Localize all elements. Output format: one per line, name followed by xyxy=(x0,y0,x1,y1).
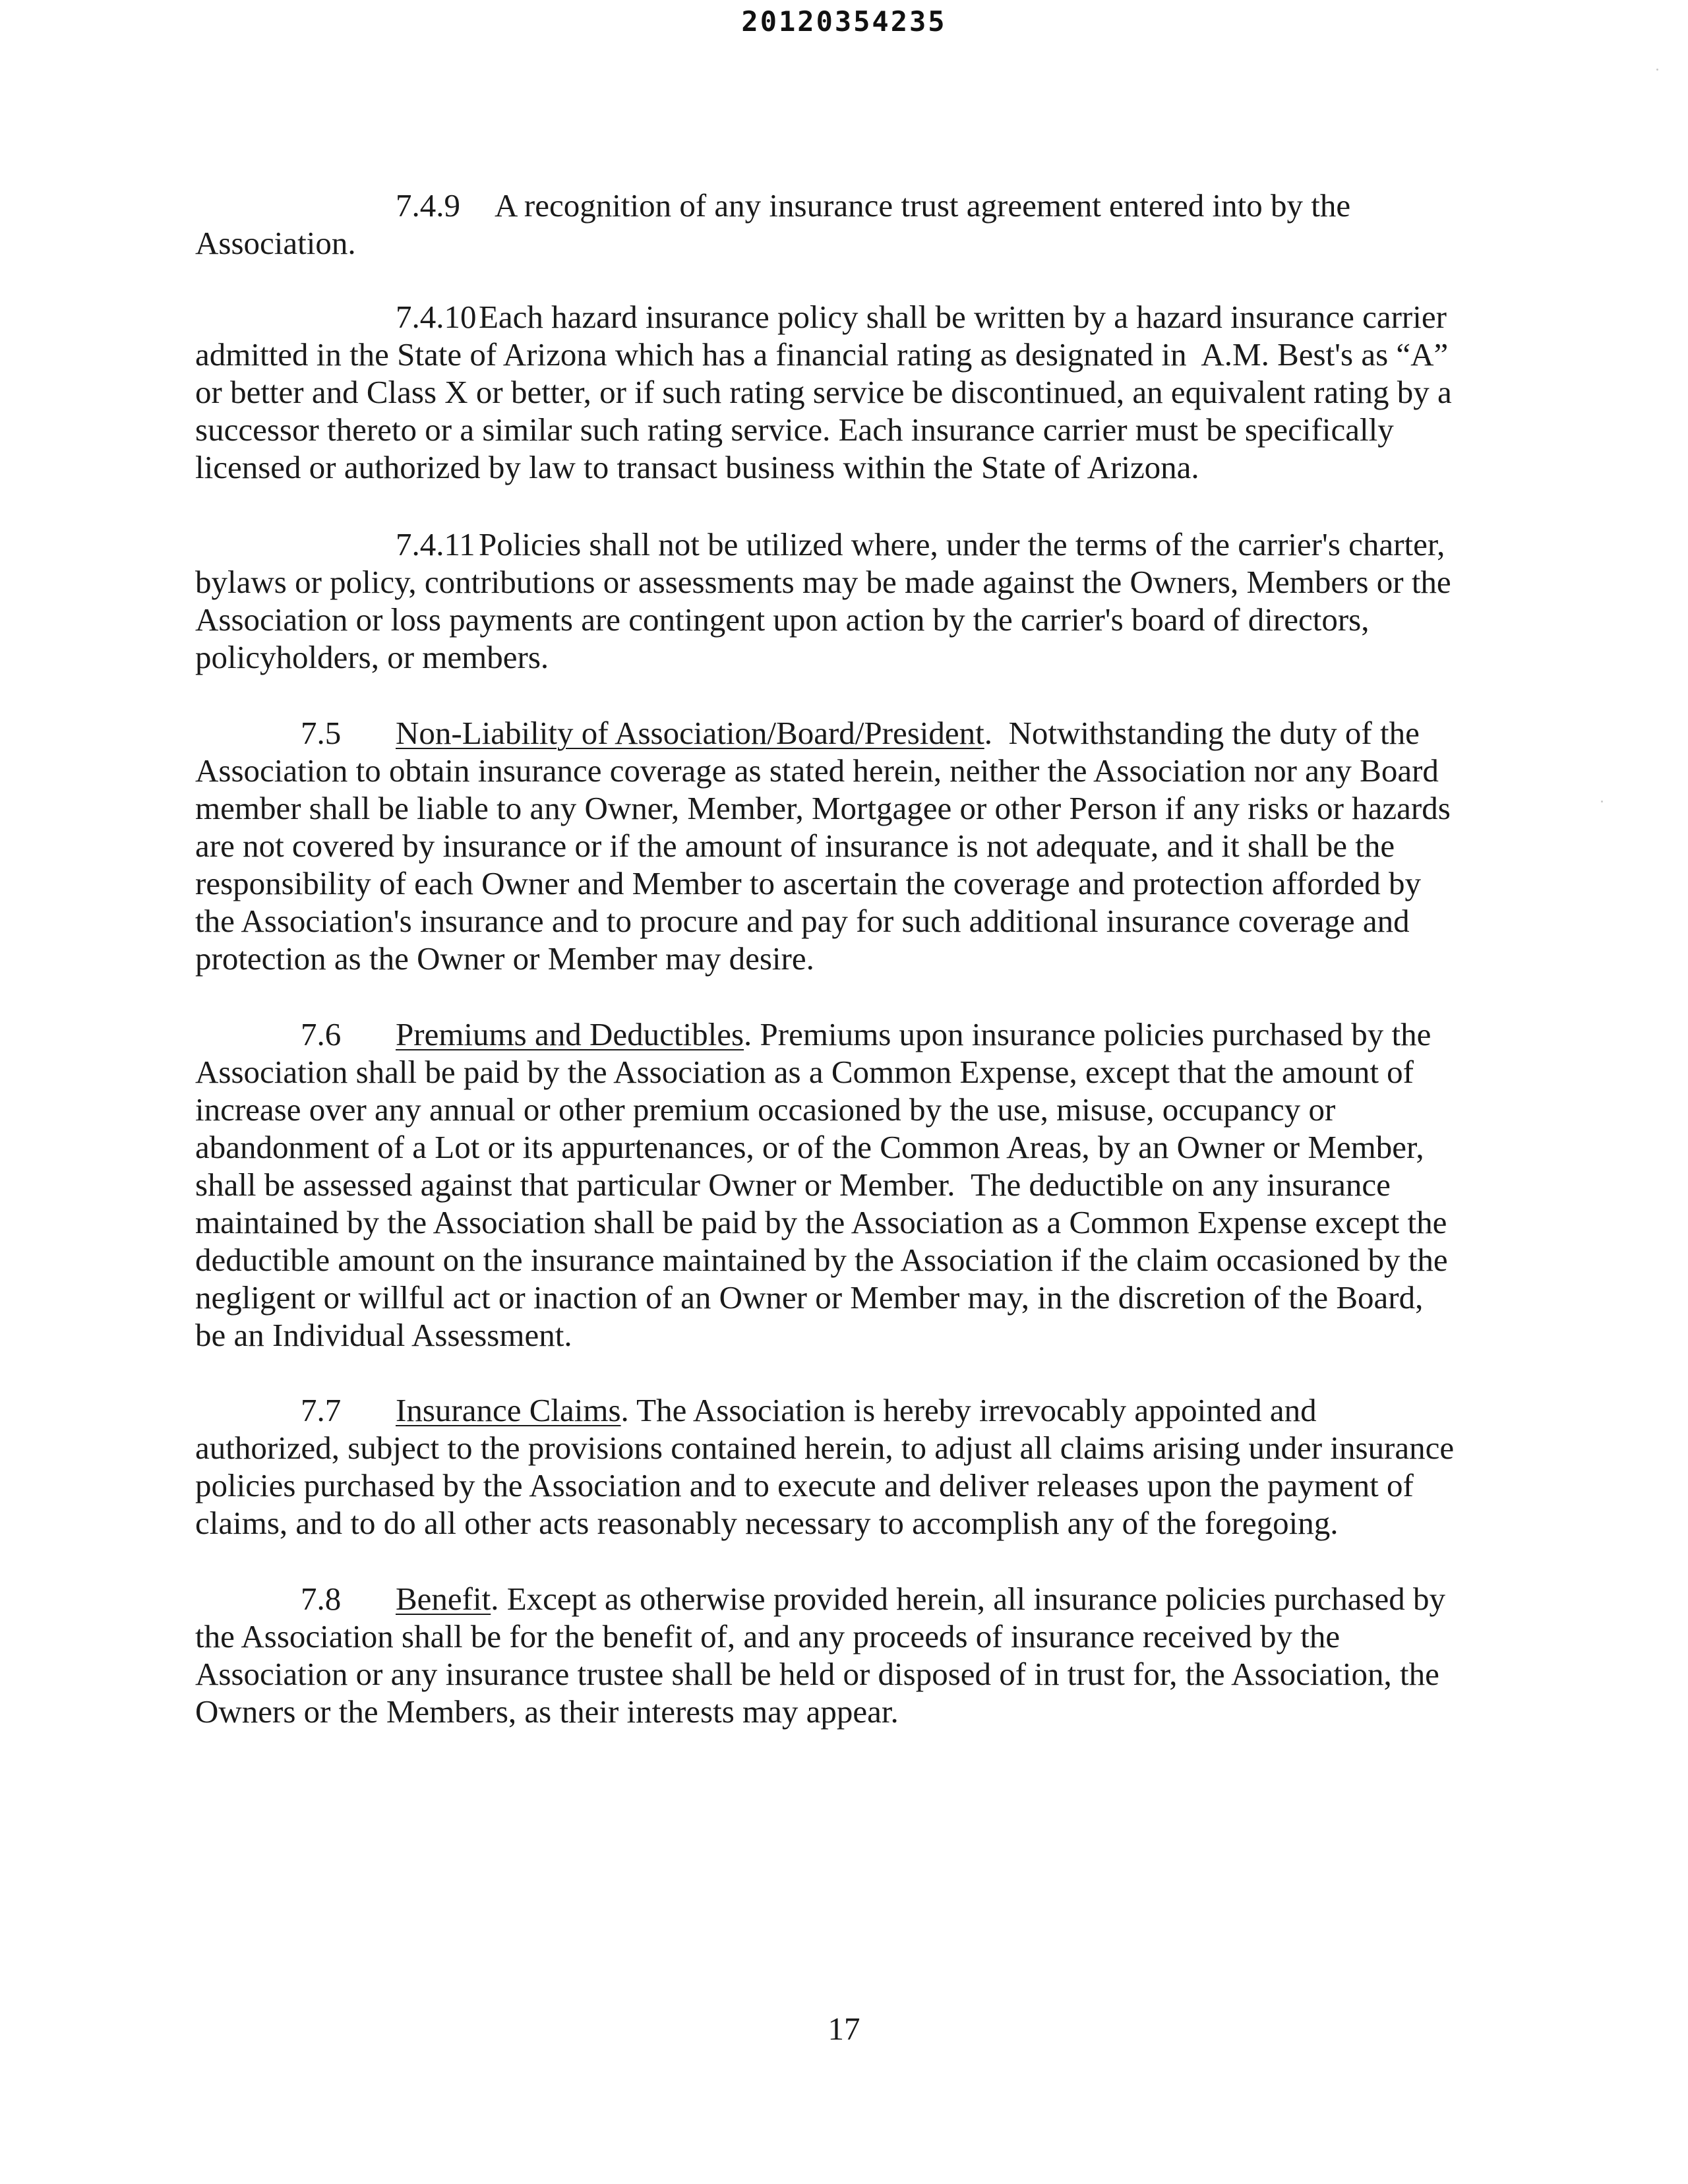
section-7-8-line: Association or any insurance trustee shall be held or disposed of in trust for, the Association, the xyxy=(195,1656,1439,1692)
section-7-7 xyxy=(195,1391,1501,1542)
scan-speck xyxy=(1601,801,1603,803)
section-7-4-10 xyxy=(195,298,1501,486)
section-7-4-11-line: bylaws or policy, contributions or assessments may be made against the Owners, Members or the xyxy=(195,564,1451,600)
section-7-6-line: be an Individual Assessment. xyxy=(195,1317,572,1353)
section-7-4-10-line: successor thereto or a similar such rating service. Each insurance carrier must be specifically xyxy=(195,411,1394,448)
section-7-6-line: shall be assessed against that particular Owner or Member. The deductible on any insurance xyxy=(195,1167,1391,1203)
section-text: A recognition of any insurance trust agreement entered into by the xyxy=(495,187,1351,224)
section-7-6-line: Association shall be paid by the Association as a Common Expense, except that the amount of xyxy=(195,1054,1414,1090)
section-7-7-line xyxy=(195,1391,1501,1429)
section-number: 7.4.10 xyxy=(396,299,477,335)
section-7-6-line xyxy=(195,1016,1501,1053)
section-7-4-9 xyxy=(195,187,1501,262)
section-7-7-line: authorized, subject to the provisions contained herein, to adjust all claims arising under insurance xyxy=(195,1430,1455,1466)
section-7-4-10-line: admitted in the State of Arizona which has a financial rating as designated in A.M. Best's as “A” xyxy=(195,336,1449,373)
section-7-4-11-line: policyholders, or members. xyxy=(195,639,549,675)
section-heading: Non-Liability of Association/Board/President xyxy=(396,715,984,751)
section-7-7-line: policies purchased by the Association and to execute and deliver releases upon the payment of xyxy=(195,1467,1414,1503)
section-7-6-line: negligent or willful act or inaction of an Owner or Member may, in the discretion of the Board, xyxy=(195,1279,1424,1316)
section-7-6 xyxy=(195,1016,1501,1354)
section-number: 7.7 xyxy=(301,1392,342,1428)
section-text: . The Association is hereby irrevocably appointed and xyxy=(620,1392,1317,1428)
section-7-4-10-line xyxy=(195,298,1501,336)
document-number: 20120354235 xyxy=(741,5,947,38)
section-text: . Premiums upon insurance policies purchased by the xyxy=(744,1016,1432,1052)
section-7-5-line: member shall be liable to any Owner, Member, Mortgagee or other Person if any risks or hazards xyxy=(195,790,1451,826)
section-7-6-line: deductible amount on the insurance maintained by the Association if the claim occasioned by the xyxy=(195,1242,1448,1278)
section-7-4-11 xyxy=(195,526,1501,676)
section-7-6-line: abandonment of a Lot or its appurtenances, or of the Common Areas, by an Owner or Member, xyxy=(195,1129,1424,1165)
section-7-5 xyxy=(195,714,1501,977)
section-7-5-line: protection as the Owner or Member may desire. xyxy=(195,940,814,977)
section-number: 7.6 xyxy=(301,1016,342,1052)
section-text: . Notwithstanding the duty of the xyxy=(984,715,1420,751)
section-heading: Insurance Claims xyxy=(396,1392,621,1428)
section-number: 7.8 xyxy=(301,1581,342,1617)
section-7-4-9-second-line: Association. xyxy=(195,225,356,261)
scan-speck xyxy=(1656,69,1658,71)
section-text: Policies shall not be utilized where, under the terms of the carrier's charter, xyxy=(479,526,1445,562)
section-7-7-line: claims, and to do all other acts reasonably necessary to accomplish any of the foregoing. xyxy=(195,1505,1339,1541)
section-heading: Benefit xyxy=(396,1581,491,1617)
section-heading: Premiums and Deductibles xyxy=(396,1016,744,1052)
section-7-4-11-line: Association or loss payments are contingent upon action by the carrier's board of directors, xyxy=(195,601,1370,638)
section-7-5-line: are not covered by insurance or if the amount of insurance is not adequate, and it shall be the xyxy=(195,828,1395,864)
section-7-5-line: the Association's insurance and to procure and pay for such additional insurance coverage and xyxy=(195,903,1410,939)
section-7-8 xyxy=(195,1580,1501,1730)
section-7-5-line: Association to obtain insurance coverage as stated herein, neither the Association nor any Board xyxy=(195,752,1439,789)
section-7-8-line: Owners or the Members, as their interests may appear. xyxy=(195,1693,899,1730)
section-7-5-line xyxy=(195,714,1501,752)
section-number: 7.5 xyxy=(301,715,342,751)
section-7-4-11-line xyxy=(195,526,1501,563)
section-7-6-line: increase over any annual or other premium occasioned by the use, misuse, occupancy or xyxy=(195,1091,1336,1128)
section-7-4-9-first-line xyxy=(195,187,1501,224)
section-number: 7.4.11 xyxy=(396,526,475,562)
page-number: 17 xyxy=(828,2011,860,2047)
section-number: 7.4.9 xyxy=(396,187,460,224)
section-7-4-10-line: or better and Class X or better, or if such rating service be discontinued, an equivalent rating by a xyxy=(195,374,1452,410)
section-7-5-line: responsibility of each Owner and Member to ascertain the coverage and protection afforded by xyxy=(195,865,1422,901)
section-7-8-line: the Association shall be for the benefit of, and any proceeds of insurance received by the xyxy=(195,1618,1341,1654)
section-text: . Except as otherwise provided herein, all insurance policies purchased by xyxy=(491,1581,1445,1617)
section-7-8-line xyxy=(195,1580,1501,1618)
section-text: Each hazard insurance policy shall be written by a hazard insurance carrier xyxy=(479,299,1447,335)
section-7-6-line: maintained by the Association shall be paid by the Association as a Common Expense except the xyxy=(195,1204,1447,1240)
section-7-4-10-line: licensed or authorized by law to transact business within the State of Arizona. xyxy=(195,449,1199,485)
